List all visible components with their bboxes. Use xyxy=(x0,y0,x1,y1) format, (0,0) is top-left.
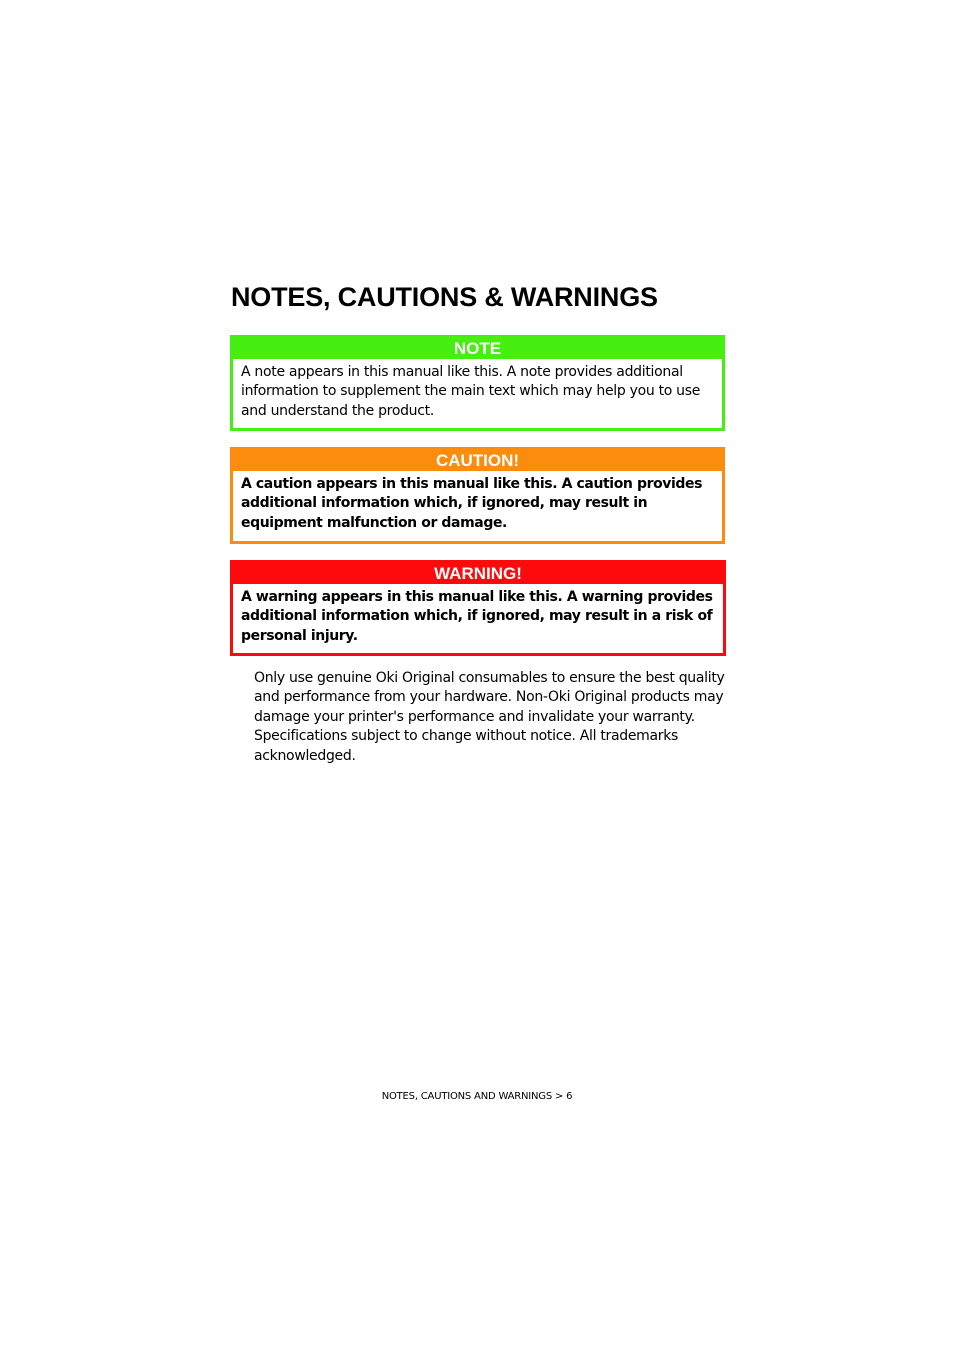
page-title: NOTES, CAUTIONS & WARNINGS xyxy=(231,282,658,312)
caution-box xyxy=(230,447,725,544)
warning-text: A warning appears in this manual like this. A warning provides additional information which, if ignored, may result in a risk of personal injury. xyxy=(241,589,713,644)
page-footer: NOTES, CAUTIONS AND WARNINGS > 6 xyxy=(381,1091,573,1102)
note-label: NOTE xyxy=(233,338,722,359)
warning-box xyxy=(230,560,726,656)
note-box xyxy=(230,335,725,431)
caution-text: A caution appears in this manual like this. A caution provides additional information which, if ignored, may result in equipment malfunction or damage. xyxy=(241,476,703,531)
note-text: A note appears in this manual like this. A note provides additional information to supplement the main text which may help you to use and understand the product. xyxy=(241,364,701,419)
caution-label: CAUTION! xyxy=(233,450,722,471)
consumables-paragraph: Only use genuine Oki Original consumables to ensure the best quality and performance from your hardware. Non-Oki Original products may damage your printer's performance and invalidate your warranty. Specifications subject to change without notice. All trademarks acknowledged. xyxy=(254,670,725,764)
warning-label: WARNING! xyxy=(233,563,723,584)
